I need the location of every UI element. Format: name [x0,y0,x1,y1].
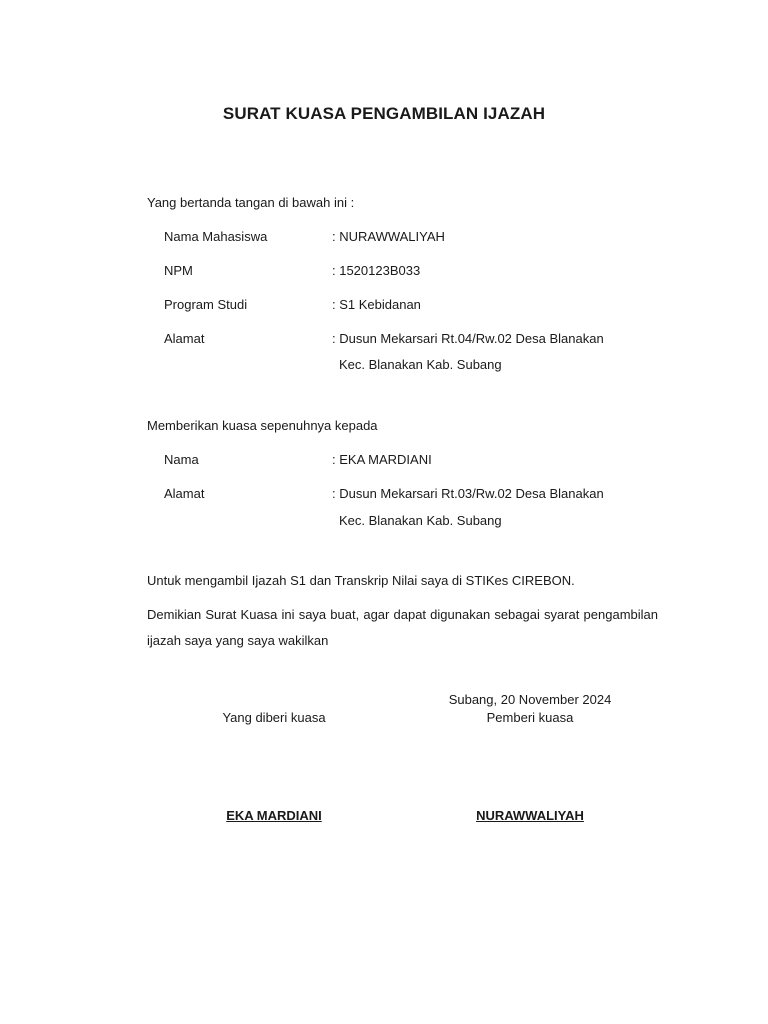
grantor-signature-name: NURAWWALIYAH [476,808,584,823]
grantor-npm-value: : 1520123B033 [332,263,421,278]
place-date: Subang, 20 November 2024 [448,692,612,707]
grantor-name-label: Nama Mahasiswa [164,229,268,244]
purpose-text: Untuk mengambil Ijazah S1 dan Transkrip Nilai saya di STIKes CIREBON. [147,573,575,588]
grantee-name-value: : EKA MARDIANI [332,452,432,467]
closing-line-2: ijazah saya yang saya wakilkan [147,633,329,648]
grantor-name-value: : NURAWWALIYAH [332,229,445,244]
intro-text: Yang bertanda tangan di bawah ini : [147,195,355,210]
grantor-npm-label: NPM [164,263,193,278]
grantor-program-label: Program Studi [164,297,248,312]
grantor-program-value: : S1 Kebidanan [332,297,421,312]
grantor-address-line2: Kec. Blanakan Kab. Subang [339,357,502,372]
grantee-address-line2: Kec. Blanakan Kab. Subang [339,513,502,528]
document-title: SURAT KUASA PENGAMBILAN IJAZAH [222,104,546,123]
grantee-name-label: Nama [164,452,199,467]
grantee-address-line1: : Dusun Mekarsari Rt.03/Rw.02 Desa Blanakan [332,486,604,501]
grantee-address-label: Alamat [164,486,205,501]
grantor-address-label: Alamat [164,331,205,346]
grant-intro-text: Memberikan kuasa sepenuhnya kepada [147,418,378,433]
grantee-role-label: Yang diberi kuasa [222,710,326,725]
closing-line-1: Demikian Surat Kuasa ini saya buat, agar dapat digunakan sebagai syarat pengambilan [147,607,658,622]
grantor-role-label: Pemberi kuasa [486,710,574,725]
grantor-address-line1: : Dusun Mekarsari Rt.04/Rw.02 Desa Blanakan [332,331,604,346]
grantee-signature-name: EKA MARDIANI [226,808,322,823]
